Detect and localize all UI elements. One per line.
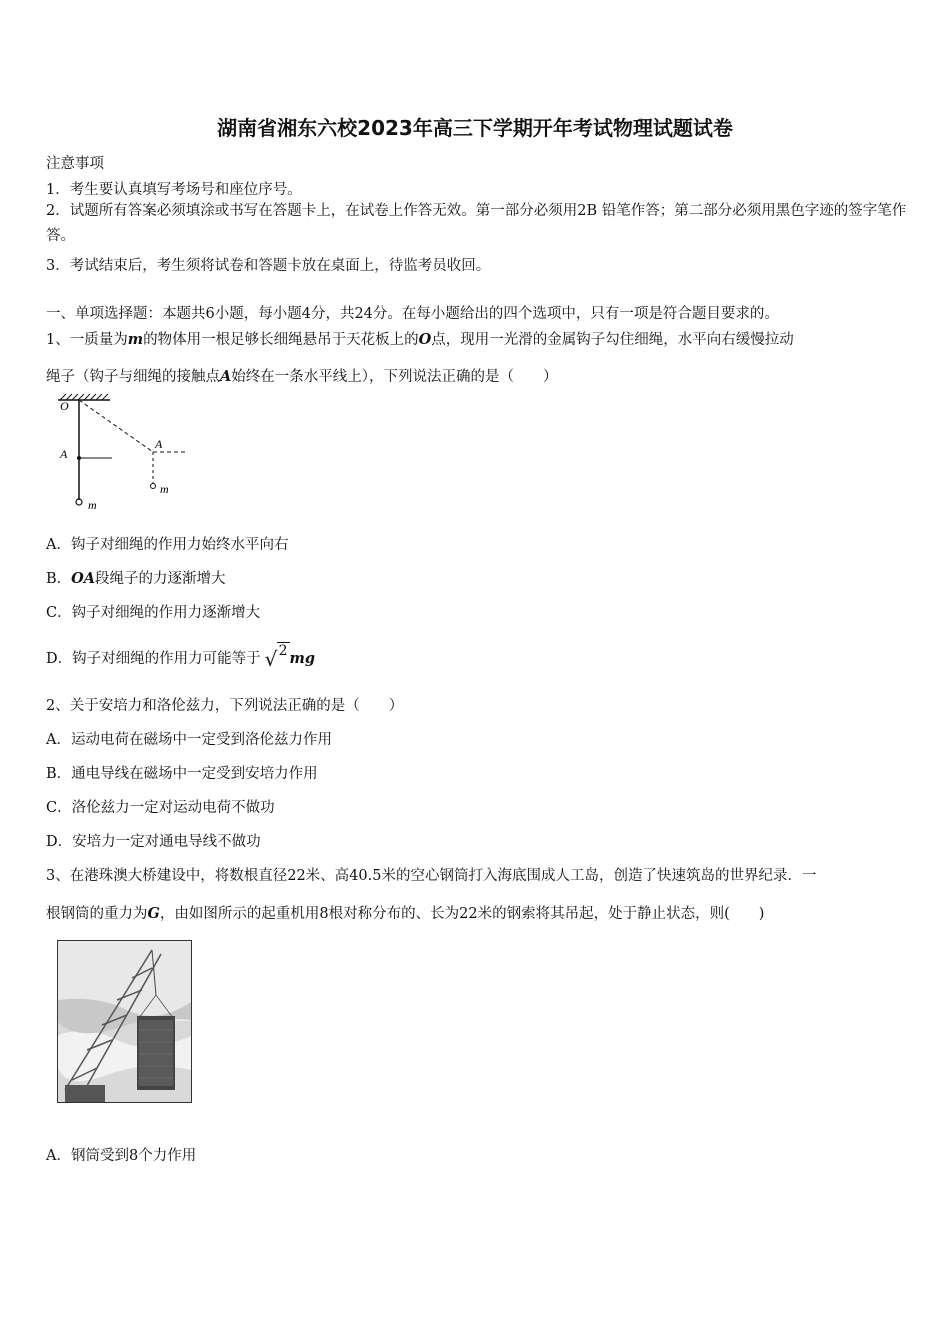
q1-option-b-text: 段绳子的力逐渐增大: [95, 571, 226, 587]
section-heading: 一、单项选择题：本题共6小题，每小题4分，共24分。在每小题给出的四个选项中，只有一项是符合题目要求的。: [46, 306, 779, 322]
q1-option-c: C．钩子对细绳的作用力逐渐增大: [46, 605, 261, 621]
q1-option-d: [46, 643, 316, 671]
fig-label-a-left: A: [60, 447, 68, 461]
q3-text: ，由如图所示的起重机用8根对称分布的、长为22米的钢索将其吊起，处于静止状态，则( ): [159, 906, 765, 922]
q1-option-d-unit: mg: [289, 650, 316, 667]
q1-text: 绳子（钩子与细绳的接触点: [46, 369, 220, 385]
q1-option-b: [46, 567, 226, 588]
q1-text: 始终在一条水平线上），下列说法正确的是（ ）: [231, 369, 558, 385]
sqrt-radicand: 2: [278, 643, 288, 659]
fig-label-a-right: A: [155, 437, 163, 451]
fig-label-m-left: m: [88, 498, 97, 512]
q1-figure: [52, 392, 192, 514]
q3-option-a: A．钢筒受到8个力作用: [46, 1148, 197, 1164]
q2-option-a: A．运动电荷在磁场中一定受到洛伦兹力作用: [46, 732, 332, 748]
fig-label-o: O: [60, 399, 69, 413]
crane-photo: [57, 940, 192, 1103]
q1-var-a: A: [220, 368, 232, 385]
notice-item-1: 1．考生要认真填写考场号和座位序号。: [46, 182, 302, 198]
q1-text: 点，现用一光滑的金属钩子勾住细绳，水平向右缓慢拉动: [431, 332, 794, 348]
q2-stem: 2、关于安培力和洛伦兹力，下列说法正确的是（ ）: [46, 698, 404, 714]
q3-stem-line2: [46, 902, 764, 923]
q2-option-d: D．安培力一定对通电导线不做功: [46, 834, 261, 850]
exam-title: 湖南省湘东六校2023年高三下学期开年考试物理试题试卷: [217, 116, 733, 140]
q1-var-o: O: [418, 331, 432, 348]
notice-heading: 注意事项: [46, 156, 104, 172]
q2-option-b: B．通电导线在磁场中一定受到安培力作用: [46, 766, 318, 782]
q2-option-c: C．洛伦兹力一定对运动电荷不做功: [46, 800, 275, 816]
sqrt-symbol: √ 2: [264, 643, 288, 671]
q1-option-b-var: OA: [71, 570, 96, 587]
q3-var-g: G: [147, 905, 160, 922]
q1-option-a: A．钩子对细绳的作用力始终水平向右: [46, 537, 289, 553]
q3-stem-line1: 3、在港珠澳大桥建设中，将数根直径22米、高40.5米的空心钢筒打入海底围成人工岛，创造了快速筑岛的世界纪录．一: [46, 868, 817, 884]
fig-label-m-right: m: [160, 482, 169, 496]
q1-option-b-label: B．: [46, 571, 72, 587]
q1-text: 的物体用一根足够长细绳悬吊于天花板上的: [143, 332, 419, 348]
notice-item-3: 3．考试结束后，考生须将试卷和答题卡放在桌面上，待监考员收回。: [46, 258, 491, 274]
notice-item-2: 2．试题所有答案必须填涂或书写在答题卡上，在试卷上作答无效。第一部分必须用2B 铅笔作答；第二部分必须用黑色字迹的签字笔作答。: [46, 203, 907, 244]
q1-stem-line1: [46, 328, 794, 349]
q1-var-m: m: [127, 331, 144, 348]
q1-stem-line2: [46, 365, 558, 386]
q1-text: 1、一质量为: [46, 332, 128, 348]
q1-option-d-text: D．钩子对细绳的作用力可能等于: [46, 651, 261, 667]
q3-text: 根钢筒的重力为: [46, 906, 148, 922]
